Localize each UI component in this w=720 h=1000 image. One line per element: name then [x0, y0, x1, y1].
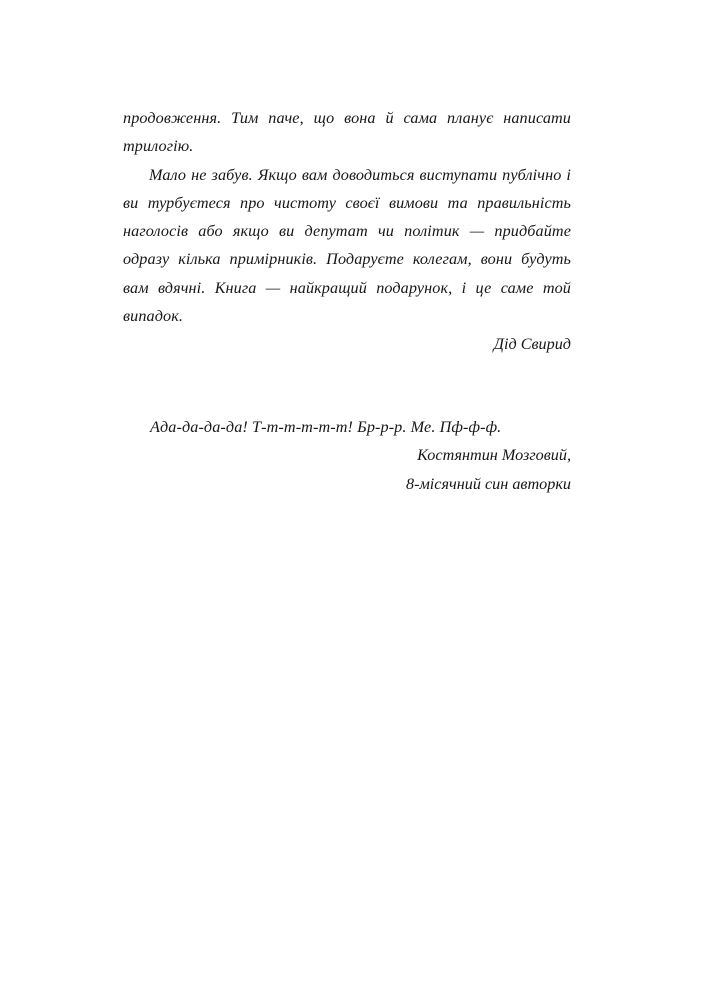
epigraph — [150, 413, 571, 498]
epigraph-author-note: 8-місячний син авторки — [405, 474, 571, 493]
author-signature: Дід Свирид — [493, 335, 571, 354]
paragraph-continuation: продовження. Тим паче, що вона й сама планує написати трилогію. — [123, 109, 571, 156]
main-text-column — [123, 104, 571, 359]
epigraph-quote: Ада-да-да-да! Т-т-т-т-т-т! Бр-р-р. Ме. Пф-ф-ф. — [150, 418, 502, 436]
epigraph-author: Костянтин Мозговий, — [417, 446, 571, 465]
paragraph-almost-forgot: Мало не забув. Якщо вам доводиться виступати публічно і ви турбуєтеся про чистоту своєї вимови та правильність наголосів або якщо ви депутат чи політик — придбайте одразу кілька примірників. Подаруєте колегам, вони будуть вам вдячні. Книга — найкращий подарунок, і це саме той випадок. — [123, 165, 571, 326]
